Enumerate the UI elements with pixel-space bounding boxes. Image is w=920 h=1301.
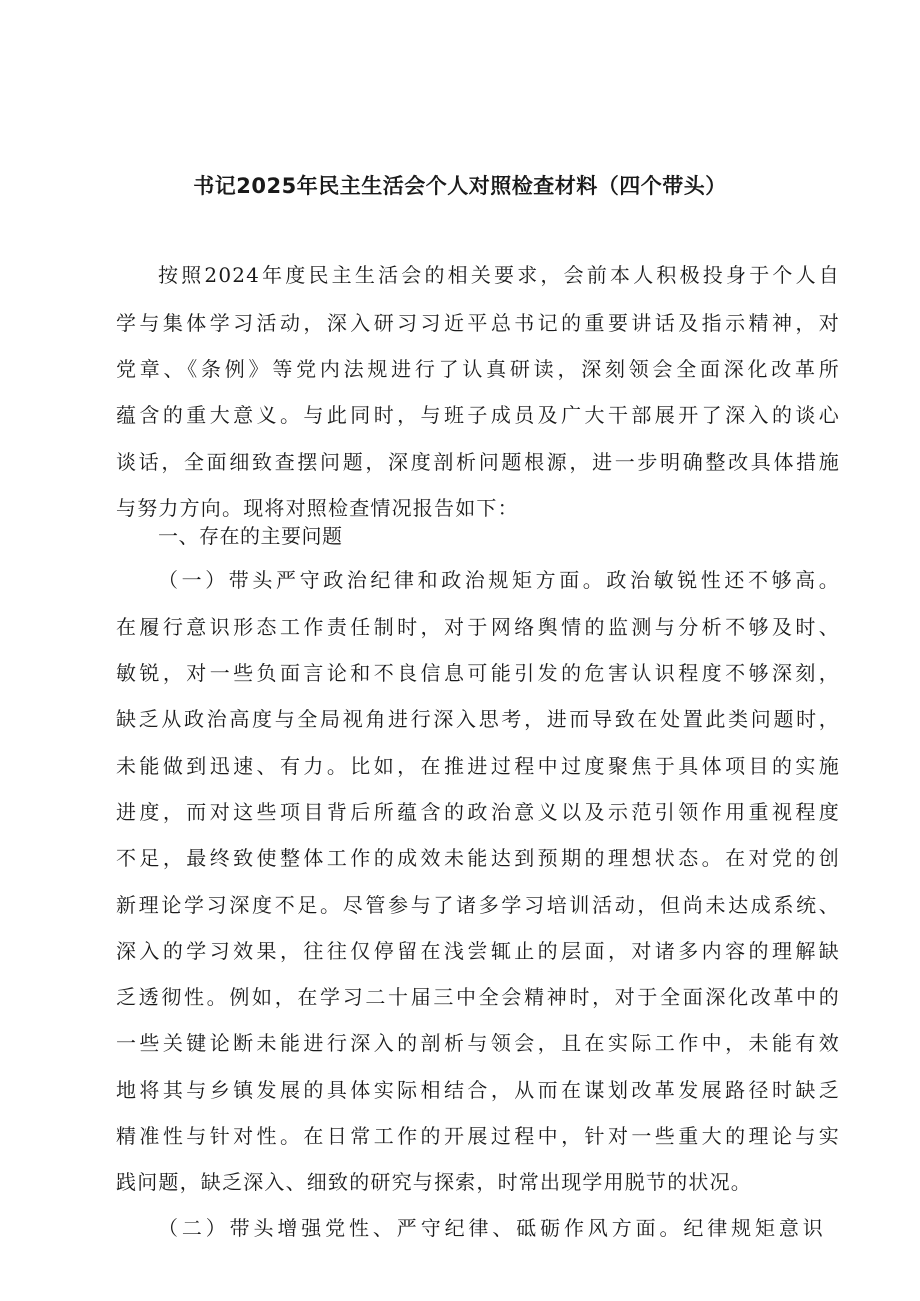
paragraph-line: 谈话，全面细致查摆问题，深度剖析问题根源，进一步明确整改具体措施 — [116, 450, 840, 474]
paragraph-line: 在履行意识形态工作责任制时，对于网络舆情的监测与分析不够及时、 — [116, 615, 840, 639]
section-heading: 一、存在的主要问题 — [158, 524, 343, 548]
paragraph-line: 党章、《条例》等党内法规进行了认真研读，深刻领会全面深化改革所 — [116, 357, 840, 381]
paragraph-line: （一）带头严守政治纪律和政治规矩方面。政治敏锐性还不够高。 — [158, 568, 840, 592]
paragraph-line: 践问题，缺乏深入、细致的研究与探索，时常出现学用脱节的状况。 — [116, 1170, 752, 1194]
paragraph-line: 新理论学习深度不足。尽管参与了诸多学习培训活动，但尚未达成系统、 — [116, 893, 840, 917]
paragraph-line: 一些关键论断未能进行深入的剖析与领会，且在实际工作中，未能有效 — [116, 1031, 840, 1055]
paragraph-line: 敏锐，对一些负面言论和不良信息可能引发的危害认识程度不够深刻， — [116, 661, 840, 685]
document-title: 书记2025年民主生活会个人对照检查材料（四个带头） — [193, 174, 727, 198]
paragraph-line: 精准性与针对性。在日常工作的开展过程中，针对一些重大的理论与实 — [116, 1124, 840, 1148]
paragraph-line: 学与集体学习活动，深入研习习近平总书记的重要讲话及指示精神，对 — [116, 311, 840, 335]
paragraph-line: 缺乏从政治高度与全局视角进行深入思考，进而导致在处置此类问题时， — [116, 707, 840, 731]
paragraph-line: 乏透彻性。例如，在学习二十届三中全会精神时，对于全面深化改革中的 — [116, 985, 840, 1009]
paragraph-line: 未能做到迅速、有力。比如，在推进过程中过度聚焦于具体项目的实施 — [116, 754, 840, 778]
paragraph-line: 按照2024年度民主生活会的相关要求，会前本人积极投身于个人自 — [158, 263, 840, 287]
paragraph-line: 与努力方向。现将对照检查情况报告如下： — [116, 496, 519, 520]
paragraph-line: （二）带头增强党性、严守纪律、砥砺作风方面。纪律规矩意识 — [158, 1216, 824, 1240]
paragraph-line: 蕴含的重大意义。与此同时，与班子成员及广大干部展开了深入的谈心 — [116, 403, 840, 427]
paragraph-line: 不足，最终致使整体工作的成效未能达到预期的理想状态。在对党的创 — [116, 846, 840, 870]
paragraph-line: 深入的学习效果，往往仅停留在浅尝辄止的层面，对诸多内容的理解缺 — [116, 939, 840, 963]
paragraph-line: 进度，而对这些项目背后所蕴含的政治意义以及示范引领作用重视程度 — [116, 800, 840, 824]
paragraph-line: 地将其与乡镇发展的具体实际相结合，从而在谋划改革发展路径时缺乏 — [116, 1078, 840, 1102]
